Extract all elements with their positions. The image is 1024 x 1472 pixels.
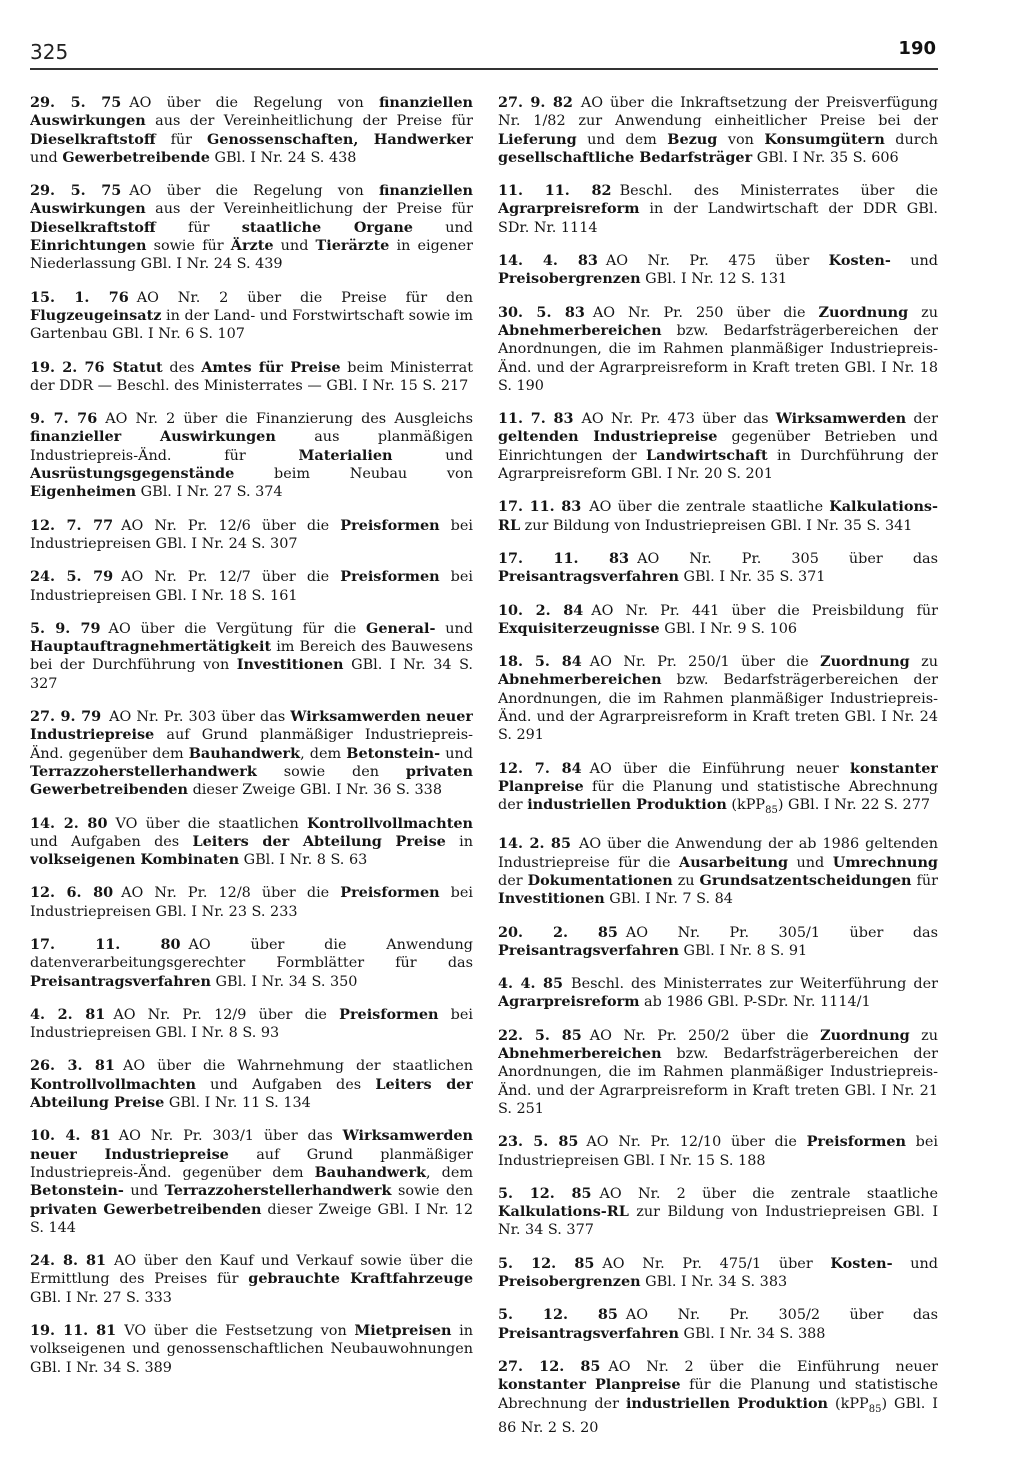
entry-text: und xyxy=(412,219,473,236)
entry-item xyxy=(498,304,938,395)
entry-text: auf Grund planmäßiger Industriepreis-Änd. gegenüber dem xyxy=(30,1146,473,1181)
entry-text: Materialien xyxy=(298,446,393,464)
entry-item xyxy=(498,182,938,237)
entry-text: Statut xyxy=(112,358,163,376)
entry-text: Dokumentationen xyxy=(527,871,673,889)
entry-text: AO über die Einführung neuer xyxy=(589,760,851,777)
entry-text: AO Nr. 2 über die Preise für den xyxy=(136,289,473,306)
entry-text: beim Neubau von xyxy=(234,466,473,483)
entry-text: Zuordnung xyxy=(818,303,909,321)
entry-text: beim Ministerrat der DDR — Beschl. des Ministerrates — GBl. I Nr. 15 S. 217 xyxy=(30,359,473,394)
entry-date: 23. 5. 85 xyxy=(498,1133,579,1151)
entry-item xyxy=(30,1252,473,1307)
entry-text: AO Nr. Pr. 250/1 über die xyxy=(589,654,821,671)
entry-text: bei Industriepreisen GBl. I Nr. 18 S. 161 xyxy=(30,569,473,604)
entry-text: und xyxy=(123,1183,165,1200)
entry-text: Investitionen xyxy=(498,890,605,908)
entry-text: und xyxy=(890,253,938,270)
entry-text: bei Industriepreisen GBl. I Nr. 8 S. 93 xyxy=(30,1006,473,1042)
entry-text: aus der Vereinheitlichung der Preise für xyxy=(145,113,473,130)
entry-text: Beschl. des Ministerrates über die xyxy=(619,183,938,200)
entry-text: privaten Gewerbetreibenden xyxy=(30,1200,262,1218)
entry-date: 14. 4. 83 xyxy=(498,252,598,270)
entry-text: und xyxy=(30,149,63,166)
entry-text: GBl. I Nr. 34 S. 350 xyxy=(210,973,358,990)
entry-text: in Durchführung der Agrarpreisreform GBl. I Nr. 20 S. 201 xyxy=(498,447,938,483)
entry-text: industriellen Produktion xyxy=(625,1394,829,1412)
entry-text: Abnehmerbereichen xyxy=(498,321,662,339)
entry-text: AO Nr. 2 über die Einführung neuer xyxy=(608,1358,938,1375)
entry-text: Ausrüstungsgegenstände xyxy=(30,465,235,483)
entry-item xyxy=(30,410,473,501)
entry-text: Kontrollvollmachten xyxy=(30,1075,196,1093)
entry-text: GBl. I Nr. 34 S. 388 xyxy=(678,1325,826,1342)
entry-text: staatliche Organe xyxy=(241,218,413,236)
entry-text: (kPP xyxy=(726,797,766,814)
entry-text: Umrechnung xyxy=(832,853,938,871)
entry-text: Preisantragsverfahren xyxy=(30,972,211,990)
entry-text: gebrauchte Kraftfahrzeuge xyxy=(248,1270,473,1288)
entry-text: ab 1986 GBl. P-SDr. Nr. 1114/1 xyxy=(639,994,871,1011)
entry-text: und Aufgaben des xyxy=(30,833,193,850)
entry-date: 22. 5. 85 xyxy=(498,1026,582,1044)
entry-text: GBl. I Nr. 8 S. 63 xyxy=(239,852,368,869)
entry-text: Wirksamwerden neuer Industriepreise xyxy=(30,708,473,744)
entry-date: 14. 2. 85 xyxy=(498,835,571,853)
entry-text: GBl. I Nr. 7 S. 84 xyxy=(604,891,733,908)
entry-text: Beschl. des Ministerrates zur Weiterführung der xyxy=(571,976,938,993)
entry-text: AO Nr. Pr. 475/1 über xyxy=(602,1255,831,1272)
entry-text: GBl. I Nr. 27 S. 333 xyxy=(30,1289,172,1306)
entry-text: für xyxy=(155,131,207,148)
entry-text: AO über die Anwendung der ab 1986 geltenden Industriepreise für die xyxy=(498,836,938,871)
entry-text: GBl. I Nr. 12 S. 131 xyxy=(640,271,788,288)
entry-text: GBl. I Nr. 34 S. 383 xyxy=(640,1274,788,1291)
entry-text: und Aufgaben des xyxy=(195,1076,376,1093)
entry-text: und xyxy=(273,238,316,255)
entry-text: Betonstein- xyxy=(346,744,441,762)
entry-text: GBl. I Nr. 35 S. 606 xyxy=(752,149,899,166)
entry-text: 85 xyxy=(868,1403,882,1415)
entry-text: Bauhandwerk xyxy=(188,744,301,762)
entry-text: AO Nr. Pr. 12/7 über die xyxy=(121,569,341,586)
entry-text: 85 xyxy=(765,805,778,817)
entry-text: Preisformen xyxy=(340,884,440,902)
entry-item xyxy=(30,815,473,870)
entry-item xyxy=(30,1322,473,1377)
entry-date: 27. 9. 79 xyxy=(30,708,102,726)
entry-text: in xyxy=(445,833,473,850)
entry-date: 27. 12. 85 xyxy=(498,1357,601,1375)
entry-item xyxy=(498,1027,938,1118)
entry-date: 12. 7. 84 xyxy=(498,759,582,777)
entry-text: AO über die zentrale staatliche xyxy=(589,499,830,516)
entry-text: Landwirtschaft xyxy=(646,446,768,464)
entry-text: AO Nr. 2 über die zentrale staatliche xyxy=(599,1185,938,1202)
entry-date: 18. 5. 84 xyxy=(498,653,582,671)
entry-text: Gewerbetreibende xyxy=(62,148,210,166)
entry-text: AO über die Vergütung für die xyxy=(108,620,367,637)
entry-date: 5. 9. 79 xyxy=(30,619,101,637)
entry-text: Grundsatzentscheidungen xyxy=(699,871,912,889)
page-number-right: 190 xyxy=(898,38,936,59)
entry-text: AO Nr. Pr. 305/1 über das xyxy=(625,924,938,941)
entry-item xyxy=(498,1255,938,1292)
entry-text: in eigener Niederlassung GBl. I Nr. 24 S. 439 xyxy=(30,238,473,273)
entry-text: und xyxy=(440,745,473,762)
entry-text: Preisformen xyxy=(340,568,440,586)
entry-text: Wirksamwerden xyxy=(775,410,907,428)
entry-text: Dieselkraftstoff xyxy=(30,130,156,148)
entry-text: Amtes für Preise xyxy=(201,358,341,376)
entry-text: Terrazzoherstellerhandwerk xyxy=(164,1182,392,1200)
entry-date: 27. 9. 82 xyxy=(498,94,573,111)
entry-text: dieser Zweige GBl. I Nr. 36 S. 338 xyxy=(188,782,442,799)
entry-item xyxy=(498,498,938,535)
entry-text: in der Land- und Forstwirtschaft sowie im Gartenbau GBl. I Nr. 6 S. 107 xyxy=(30,307,473,343)
entry-text: Mietpreisen xyxy=(354,1322,452,1340)
entry-item xyxy=(498,410,938,483)
entry-text: Preisformen xyxy=(339,1005,439,1023)
entry-text: AO Nr. Pr. 12/8 über die xyxy=(121,885,341,902)
entry-item xyxy=(30,1006,473,1043)
entry-item xyxy=(30,182,473,273)
entry-date: 12. 7. 77 xyxy=(30,516,114,534)
entry-text: GBl. I Nr. 11 S. 134 xyxy=(164,1095,311,1112)
entry-item xyxy=(498,1306,938,1343)
entry-date: 17. 11. 80 xyxy=(30,935,181,953)
entry-text: AO Nr. Pr. 303 über das xyxy=(109,709,291,726)
entry-item xyxy=(498,550,938,587)
entry-text: AO über die Regelung von xyxy=(129,183,379,200)
entry-item xyxy=(30,94,473,167)
entry-date: 5. 12. 85 xyxy=(498,1254,595,1272)
right-column xyxy=(498,94,938,1449)
entry-text: Wirksamwerden neuer Industriepreise xyxy=(30,1127,473,1163)
entry-text: der xyxy=(498,872,528,889)
entry-text: sowie den xyxy=(256,763,406,780)
entry-date: 11. 11. 82 xyxy=(498,182,612,200)
entry-text: Leiters der Abteilung Preise xyxy=(30,1075,473,1112)
entry-text: konstanter Planpreise xyxy=(498,759,938,795)
entry-text: AO über die Inkraftsetzung der Preisverfügung Nr. 1/82 zur Anwendung einheitlicher Preise bei der xyxy=(498,95,938,130)
entry-item xyxy=(498,760,938,821)
entry-item xyxy=(30,568,473,605)
entry-text: von xyxy=(717,131,765,148)
entry-text: Ausarbeitung xyxy=(679,853,789,871)
entry-item xyxy=(498,252,938,289)
entry-date: 19. 11. 81 xyxy=(30,1322,117,1340)
entry-text: Hauptauftragnehmertätigkeit xyxy=(30,638,272,656)
entry-text: dieser Zweige GBl. I Nr. 12 S. 144 xyxy=(30,1201,473,1236)
entry-text: AO Nr. Pr. 12/6 über die xyxy=(121,517,341,534)
entry-text: für die Planung und statistische Abrechnung der xyxy=(498,1377,938,1412)
entry-text: Bauhandwerk xyxy=(314,1163,426,1181)
entry-date: 14. 2. 80 xyxy=(30,814,108,832)
entry-text: zur Bildung von Industriepreisen GBl. I Nr. 35 S. 341 xyxy=(520,517,913,534)
entry-date: 4. 4. 85 xyxy=(498,975,564,993)
entry-text: Abnehmerbereichen xyxy=(498,1045,662,1063)
entry-text: konstanter Planpreise xyxy=(498,1376,681,1394)
entry-text: der xyxy=(906,411,938,428)
entry-text: volkseigenen Kombinaten xyxy=(30,851,240,869)
entry-date: 20. 2. 85 xyxy=(498,923,618,941)
entry-text: Dieselkraftstoff xyxy=(30,218,156,236)
entry-text: AO über die Wahrnehmung der staatlichen xyxy=(122,1058,473,1075)
entry-text: finanziellen Auswirkungen xyxy=(30,94,473,130)
entry-date: 24. 5. 79 xyxy=(30,568,114,586)
entry-text: aus der Vereinheitlichung der Preise für xyxy=(145,201,473,218)
entry-text: AO Nr. Pr. 303/1 über das xyxy=(118,1128,343,1145)
entry-text: Kalkulations-RL xyxy=(498,1203,629,1221)
entry-text: GBl. I Nr. 34 S. 327 xyxy=(30,657,473,692)
entry-text: Flugzeugeinsatz xyxy=(30,306,162,324)
entry-text: sowie für xyxy=(146,238,231,255)
entry-text: auf Grund planmäßiger Industriepreis-Änd. gegenüber dem xyxy=(30,727,473,762)
entry-date: 4. 2. 81 xyxy=(30,1005,106,1023)
entry-text: bzw. Bedarfsträgerbereichen der Anordnungen, die im Rahmen planmäßiger Industriepreis-Änd. und der Agrarpreisreform in Kraft treten GBl. I Nr. 21 S. 251 xyxy=(498,1046,938,1117)
entry-text: Agrarpreisreform xyxy=(498,200,640,218)
entry-text: GBl. I Nr. 9 S. 106 xyxy=(659,620,798,637)
entry-text: zu xyxy=(908,304,938,321)
entry-text: GBl. I Nr. 8 S. 91 xyxy=(678,942,808,959)
entry-text: Kosten- xyxy=(830,1254,893,1272)
page-number-left: 325 xyxy=(30,40,69,64)
entry-text: Preisantragsverfahren xyxy=(498,568,679,586)
entry-text: AO über die Regelung von xyxy=(129,95,379,111)
entry-text: industriellen Produktion xyxy=(527,796,727,814)
entry-item xyxy=(30,620,473,693)
entry-text: zu xyxy=(909,654,938,671)
entry-date: 10. 2. 84 xyxy=(498,601,584,619)
header-rule xyxy=(30,68,938,70)
entry-text: Preisformen xyxy=(806,1133,906,1151)
entry-text: Agrarpreisreform xyxy=(498,993,640,1011)
entry-date: 17. 11. 83 xyxy=(498,498,582,516)
entry-item xyxy=(30,517,473,554)
entry-text: Terrazzoherstellerhandwerk xyxy=(30,762,257,780)
entry-text: Eigenheimen xyxy=(30,483,137,501)
entry-item xyxy=(30,289,473,344)
entry-item xyxy=(498,653,938,744)
entry-text: VO über die staatlichen xyxy=(115,815,308,832)
entry-item xyxy=(498,1133,938,1170)
entry-text: Preisobergrenzen xyxy=(498,1273,641,1291)
entry-text: finanziellen Auswirkungen xyxy=(30,182,473,218)
entry-date: 17. 11. 83 xyxy=(498,549,630,567)
entry-text: Preisantragsverfahren xyxy=(498,1324,679,1342)
entry-text: , dem xyxy=(300,745,347,762)
entry-text: Preisformen xyxy=(340,516,440,534)
entry-text: gesellschaftliche Bedarfsträger xyxy=(498,148,753,166)
entry-text: Konsumgütern xyxy=(764,130,885,148)
entry-date: 11. 7. 83 xyxy=(498,410,574,428)
entry-text: AO über die Anwendung datenverarbeitungsgerechter Formblätter für das xyxy=(30,936,473,972)
entry-text: des xyxy=(162,359,202,376)
entry-text: AO Nr. Pr. 250/2 über die xyxy=(589,1027,821,1044)
entry-item xyxy=(30,936,473,991)
entry-text: und xyxy=(435,620,473,637)
entry-text: und dem xyxy=(576,131,668,148)
entry-date: 26. 3. 81 xyxy=(30,1057,115,1075)
entry-text: Betonstein- xyxy=(30,1182,124,1200)
entry-text: Exquisiterzeugnisse xyxy=(498,619,660,637)
entry-text: Kalkulations-RL xyxy=(498,498,938,534)
entry-text: im Bereich des Bauwesens bei der Durchführung von xyxy=(30,639,473,674)
entry-text: GBl. I Nr. 27 S. 374 xyxy=(136,484,283,501)
entry-date: 19. 2. 76 xyxy=(30,358,105,376)
entry-text: AO Nr. Pr. 12/10 über die xyxy=(586,1134,807,1151)
entry-text: AO über den Kauf und Verkauf sowie über die Ermittlung des Preises für xyxy=(30,1253,473,1288)
entry-text: ) GBl. I Nr. 22 S. 277 xyxy=(777,797,931,814)
entry-text: AO Nr. Pr. 305 über das xyxy=(637,550,938,567)
entry-date: 30. 5. 83 xyxy=(498,303,585,321)
entry-text: GBl. I Nr. 24 S. 438 xyxy=(209,149,357,166)
entry-text: AO Nr. Pr. 441 über die Preisbildung für xyxy=(591,602,938,619)
entry-date: 29. 5. 75 xyxy=(30,94,122,111)
entry-text: VO über die Festsetzung von xyxy=(124,1323,355,1340)
entry-text: in der Landwirtschaft der DDR GBl. SDr. Nr. 1114 xyxy=(498,201,938,236)
entry-item xyxy=(498,1358,938,1437)
entry-text: aus planmäßigen Industriepreis-Änd. für xyxy=(30,429,473,464)
entry-text: Ärzte xyxy=(230,237,274,255)
entry-text: in volkseigenen und genossenschaftlichen Neubauwohnungen GBl. I Nr. 34 S. 389 xyxy=(30,1323,473,1376)
entry-text: bei Industriepreisen GBl. I Nr. 15 S. 188 xyxy=(498,1134,938,1169)
entry-text: ) GBl. I 86 Nr. 2 S. 20 xyxy=(498,1395,938,1436)
entry-text: AO Nr. Pr. 473 über das xyxy=(581,411,776,428)
entry-text: bzw. Bedarfsträgerbereichen der Anordnungen, die im Rahmen planmäßiger Industriepreis-Änd. und der Agrarpreisreform in Kraft treten GBl. I Nr. 24 S. 291 xyxy=(498,672,938,744)
entry-text: Lieferung xyxy=(498,130,577,148)
entry-text: Zuordnung xyxy=(820,653,910,671)
entry-text: Genossenschaften, Handwerker xyxy=(206,130,473,148)
entry-text: und xyxy=(788,854,833,871)
entry-item xyxy=(30,708,473,799)
entry-text: AO Nr. Pr. 250 über die xyxy=(592,304,819,321)
entry-text: Kontrollvollmachten xyxy=(307,814,473,832)
entry-text: Bezug xyxy=(667,130,718,148)
entry-date: 5. 12. 85 xyxy=(498,1306,618,1324)
entry-text: Einrichtungen xyxy=(30,237,147,255)
entry-text: General- xyxy=(366,619,436,637)
left-column xyxy=(30,94,473,1449)
entry-text: für die Planung und statistische Abrechnung der xyxy=(498,778,938,814)
entry-text: sowie den xyxy=(391,1183,473,1200)
entry-text: AO Nr. Pr. 475 über xyxy=(605,253,829,270)
entry-text: AO Nr. Pr. 305/2 über das xyxy=(625,1307,938,1324)
entry-text: und xyxy=(392,447,473,464)
entry-date: 15. 1. 76 xyxy=(30,288,129,306)
entry-date: 12. 6. 80 xyxy=(30,884,114,902)
entry-date: 10. 4. 81 xyxy=(30,1127,111,1145)
entry-text: Zuordnung xyxy=(820,1026,910,1044)
entry-date: 29. 5. 75 xyxy=(30,182,122,200)
entry-text: AO Nr. 2 über die Finanzierung des Ausgleichs xyxy=(105,411,473,428)
entry-text: und xyxy=(892,1255,938,1272)
entry-item xyxy=(498,1185,938,1240)
entry-item xyxy=(498,94,938,167)
entry-text: zu xyxy=(909,1027,938,1044)
entry-text: Preisobergrenzen xyxy=(498,270,641,288)
entry-text: zu xyxy=(672,872,700,889)
entry-date: 24. 8. 81 xyxy=(30,1252,107,1270)
entry-text: Leiters der Abteilung Preise xyxy=(192,832,446,850)
entry-item xyxy=(30,359,473,396)
entry-text: Kosten- xyxy=(828,252,891,270)
entry-text: privaten Gewerbetreibenden xyxy=(30,762,473,799)
entry-text: (kPP xyxy=(828,1395,869,1412)
entry-item xyxy=(30,884,473,921)
entry-text: Abnehmerbereichen xyxy=(498,671,662,689)
entry-item xyxy=(498,602,938,639)
entry-text: Preisantragsverfahren xyxy=(498,941,679,959)
entry-text: finanzieller Auswirkungen xyxy=(30,428,276,446)
entry-item xyxy=(498,975,938,1012)
entry-date: 9. 7. 76 xyxy=(30,410,98,428)
entry-text: durch xyxy=(884,131,938,148)
entry-text: GBl. I Nr. 35 S. 371 xyxy=(678,569,826,586)
entry-text: bei Industriepreisen GBl. I Nr. 23 S. 233 xyxy=(30,885,473,920)
entry-text: geltenden Industriepreise xyxy=(498,428,718,446)
entry-text: für xyxy=(911,872,938,889)
entry-date: 5. 12. 85 xyxy=(498,1184,592,1202)
entry-text: bzw. Bedarfsträgerbereichen der Anordnungen, die im Rahmen planmäßiger Industriepreis-Änd. und der Agrarpreisreform in Kraft treten GBl. I Nr. 18 S. 190 xyxy=(498,322,938,394)
entry-text: für xyxy=(155,219,242,236)
entry-item xyxy=(498,835,938,908)
entry-text: gegenüber Betrieben und Einrichtungen der xyxy=(498,429,938,464)
entry-text: , dem xyxy=(426,1164,473,1181)
entry-text: zur Bildung von Industriepreisen GBl. I Nr. 34 S. 377 xyxy=(498,1204,938,1239)
entry-item xyxy=(30,1057,473,1112)
entry-item xyxy=(498,924,938,961)
entry-text: Investitionen xyxy=(236,656,344,674)
entry-item xyxy=(30,1127,473,1237)
entry-text: AO Nr. Pr. 12/9 über die xyxy=(113,1006,340,1023)
entry-text: bei Industriepreisen GBl. I Nr. 24 S. 307 xyxy=(30,517,473,552)
entry-text: Tierärzte xyxy=(315,237,390,255)
